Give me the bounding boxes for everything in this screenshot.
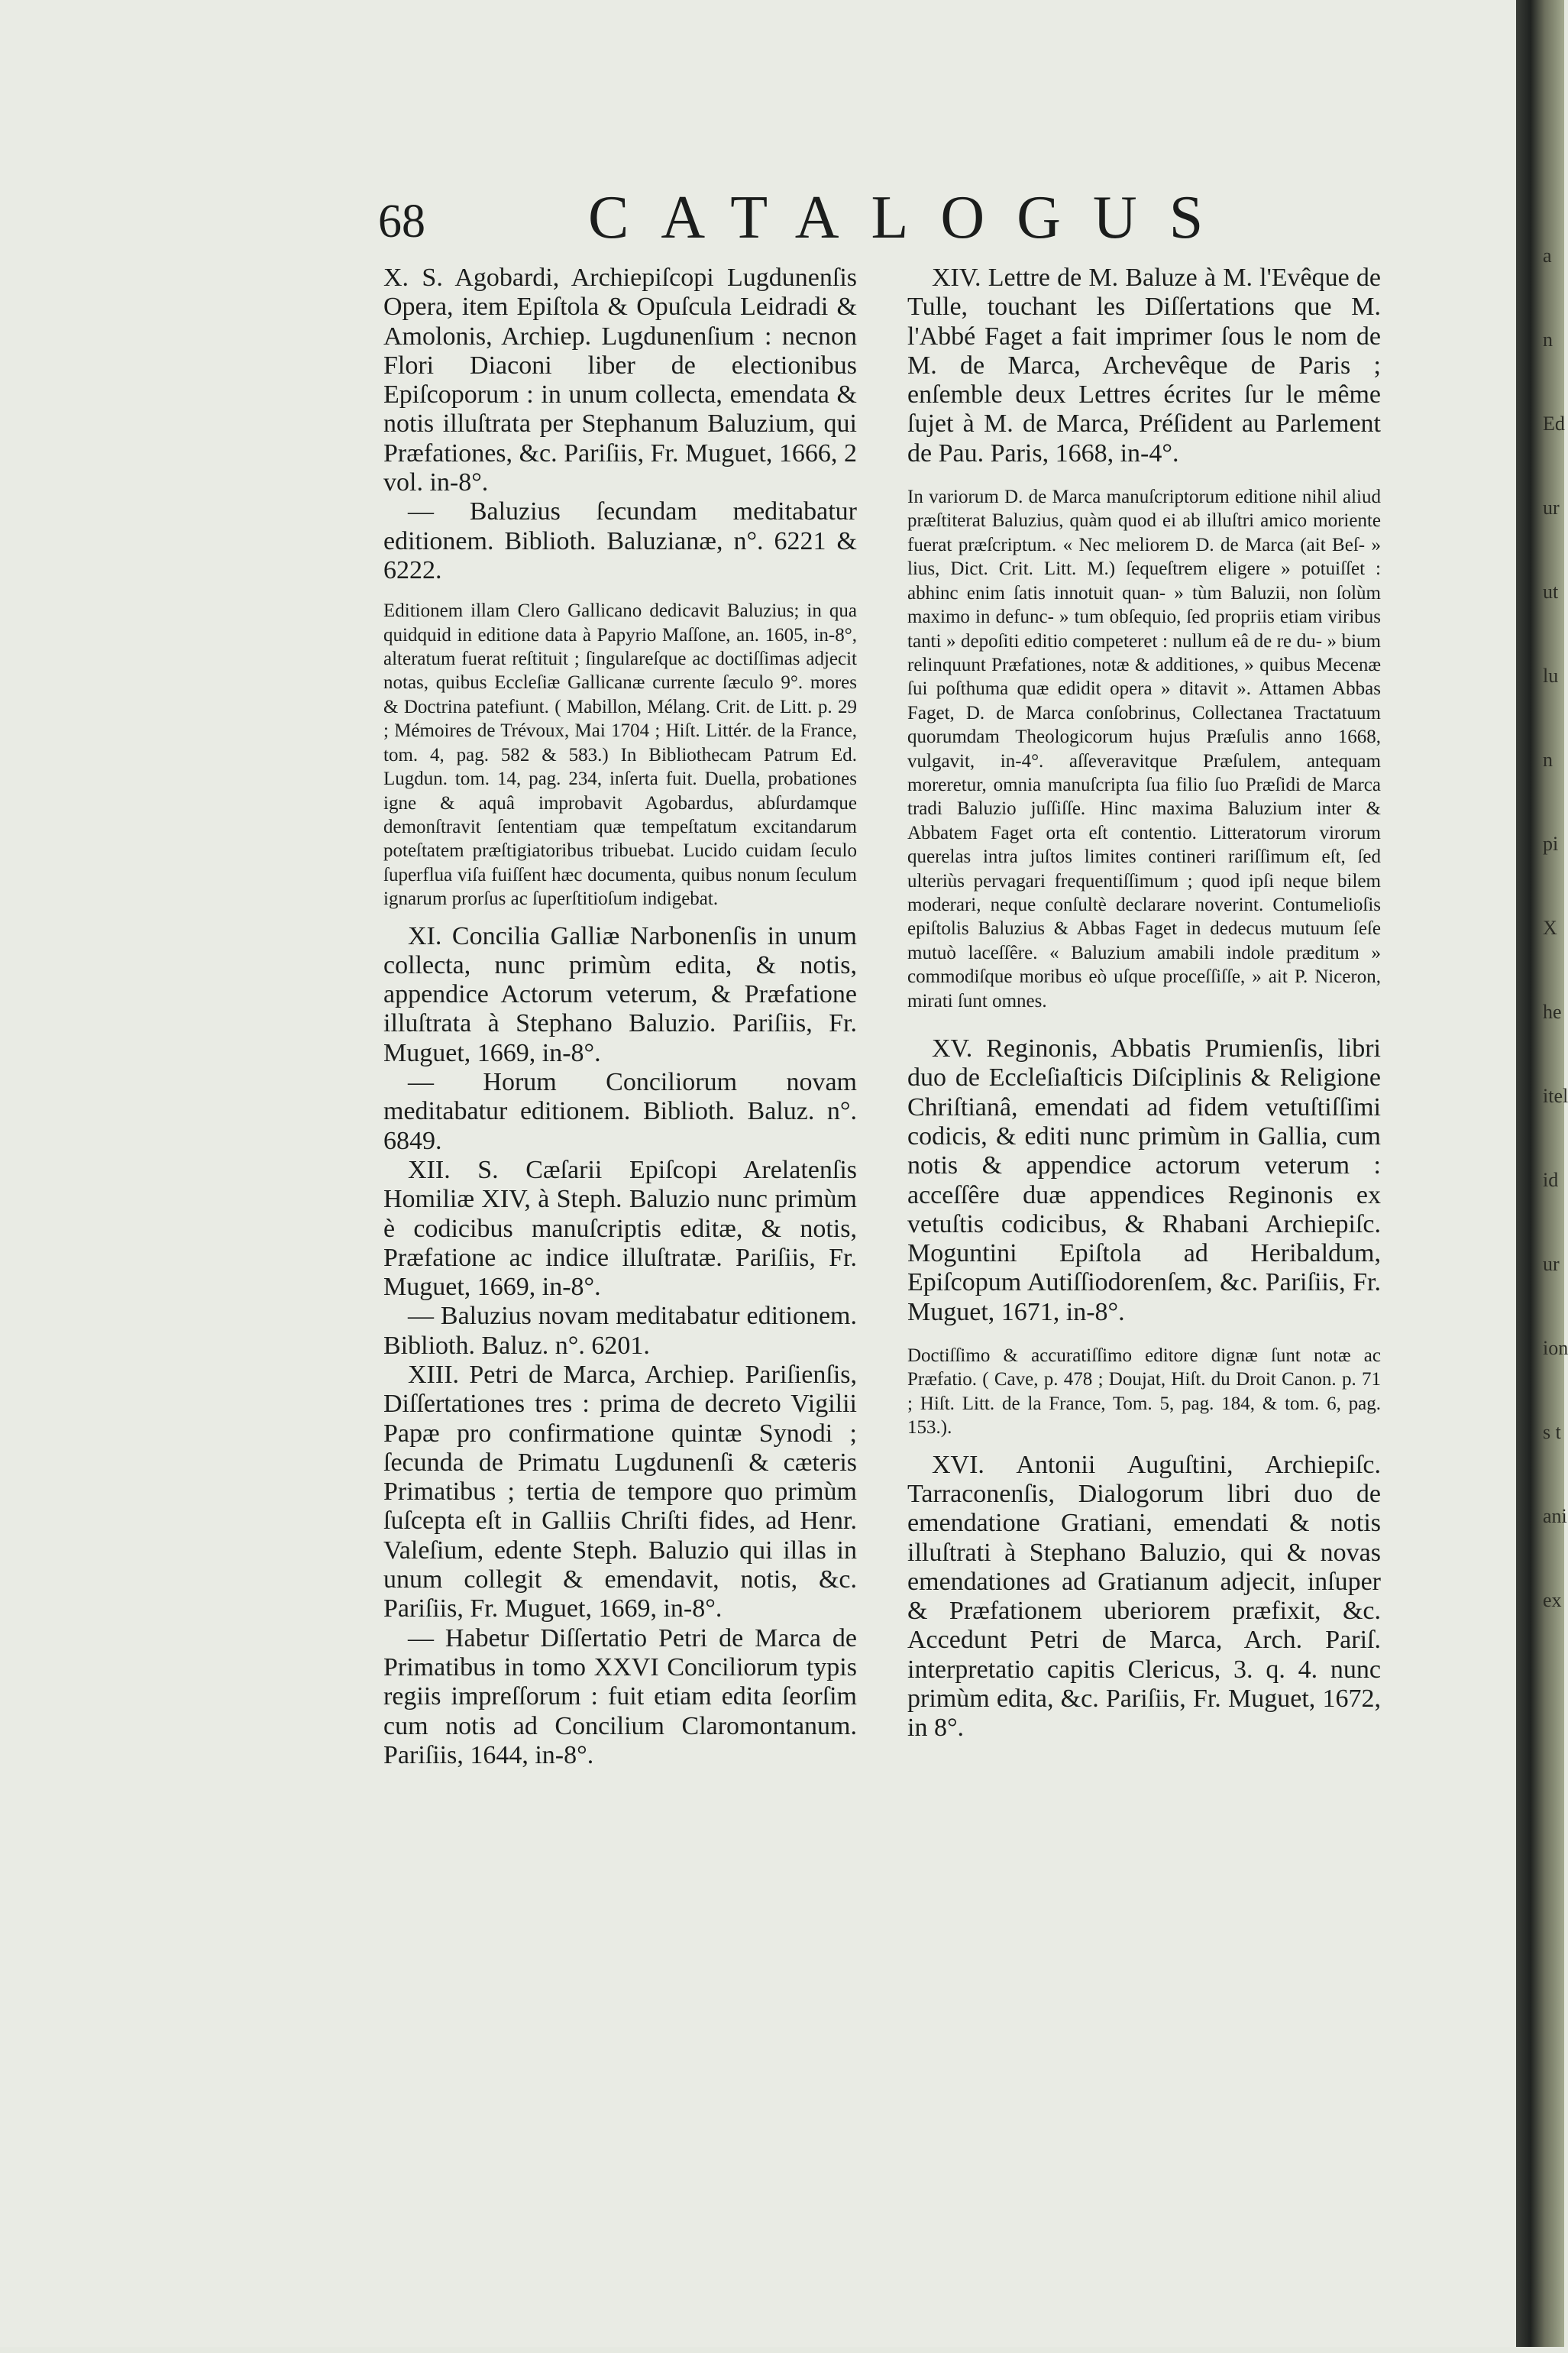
entry-note: Editionem illam Clero Gallicano dedicavit Baluzius; in qua quidquid in editione data à Papyrio Maſſone, an. 1605, in-8°, alteratum fuerat reſtituit ; ſingulareſque ac doctiſſimas adjecit notas, quibus Eccleſiæ Gallicanæ currente ſæculo 9°. mores & Doctrina patefiunt. ( Mabillon, Mélang. Crit. de Litt. p. 29 ; Mémoires de Trévoux, Mai 1704 ; Hiſt. Littér. de la France, tom. 4, pag. 582 & 583.) In Bibliothecam Patrum Ed. Lugdun. tom. 14, pag. 234, inſerta fuit. Duella, probationes igne & aquâ improbavit Agobardus, abſurdamque demonſtravit ſententiam quæ tempeſtatum excitandarum poteſtatem præſtigiatoribus tribuebat. Lucido cuidam ſeculo ſuperflua viſa fuiſſent hæc documenta, quibus nonum ſeculum ignarum prorſus ac ſuperſtitioſum indigebat. (383, 600, 857, 910)
catalog-entry-xiii: XIII. Petri de Marca, Archiep. Pariſienſis, Diſſertationes tres : prima de decreto Vigilii Papæ pro confirmatione quintæ Synodi ; ſecunda de Primatu Lugdunenſi & cæteris Primatibus ; tertia de tempore quo primùm ſuſcepta eſt in Galliis Chriſti fides, ad Henr. Valeſium, edente Steph. Baluzio qui illas in unum collegit & emendavit, notis, &c. Pariſiis, Fr. Muguet, 1669, in-8°. (383, 1361, 857, 1623)
left-column (383, 264, 857, 1770)
catalog-entry-xv: XV. Reginonis, Abbatis Prumienſis, libri duo de Eccleſiaſticis Diſciplinis & Religione Chriſtianâ, emendati ad fidem vetuſtiſſimi codicis, & editi nunc primùm in Gallia, cum notis & appendice actorum veterum : acceſſêre duæ appendices Reginonis ex vetuſtis codicibus, & Rhabani Archiepiſc. Moguntini Epiſtola ad Heribaldum, Epiſcopum Autiſſiodorenſem, &c. Pariſiis, Fr. Muguet, 1671, in-8°. (907, 1034, 1381, 1326)
page-number: 68 (378, 196, 425, 248)
right-column (907, 264, 1381, 1743)
catalog-entry-xvi: XVI. Antonii Auguſtini, Archiepiſc. Tarraconenſis, Dialogorum libri duo de emendatione Gratiani, emendati & notis illuſtrati à Stephano Baluzio, qui & novas emendationes ad Gratianum adjecit, inſuper & Præfationem uberiorem præfixit, &c. Accedunt Petri de Marca, Arch. Pariſ. interpretatio capitis Clericus, 3. q. 4. nunc primùm edita, &c. Pariſiis, Fr. Muguet, 1672, in 8°. (907, 1450, 1381, 1743)
facing-page-fragments: a n Ed ur ut lu n pi X he itel id ur ion s t ani ex (1543, 244, 1568, 1611)
entry-remark: — Habetur Diſſertatio Petri de Marca de Primatibus in tomo XXVI Conciliorum typis regiis impreſſorum : fuit etiam edita ſeorſim cum notis ad Concilium Claromontanum. Pariſiis, 1644, in-8°. (383, 1623, 857, 1769)
entry-note: Doctiſſimo & accuratiſſimo editore dignæ ſunt notæ ac Præfatio. ( Cave, p. 478 ; Doujat, Hiſt. du Droit Canon. p. 71 ; Hiſt. Litt. de la France, Tom. 5, pag. 184, & tom. 6, pag. 153.). (907, 1345, 1381, 1439)
catalog-entry-x: X. S. Agobardi, Archiepiſcopi Lugdunenſis Opera, item Epiſtola & Opuſcula Leidradi & Amolonis, Archiep. Lugdunenſium : necnon Flori Diaconi liber de electionibus Epiſcoporum : in unum collecta, emendata & notis illuſtrata per Stephanum Baluzium, qui Præfationes, &c. Pariſiis, Fr. Muguet, 1666, 2 vol. in-8°. (383, 264, 857, 497)
entry-remark: — Baluzius ſecundam meditabatur editionem. Biblioth. Baluzianæ, n°. 6221 & 6222. (383, 497, 857, 584)
catalog-entry-xii: XII. S. Cæſarii Epiſcopi Arelatenſis Homiliæ XIV, à Steph. Baluzio nunc primùm è codicibus manuſcriptis editæ, & notis, Præfatione ac indice illuſtratæ. Pariſiis, Fr. Muguet, 1669, in-8°. (383, 1155, 857, 1302)
catalog-entry-xi: XI. Concilia Galliæ Narbonenſis in unum collecta, nunc primùm edita, & notis, appendice Actorum veterum, & Præfatione illuſtrata à Stephano Baluzio. Pariſiis, Fr. Muguet, 1669, in-8°. (383, 921, 857, 1067)
entry-remark: — Baluzius novam meditabatur editionem. Biblioth. Baluz. n°. 6201. (383, 1302, 857, 1360)
entry-note: In variorum D. de Marca manuſcriptorum editione nihil aliud præſtiterat Baluzius, quàm quod ei ab illuſtri amico moriente fuerat præſcriptum. « Nec meliorem D. de Marca (ait Beſ- » lius, Dict. Crit. Litt. M.) ſequeſtrem eligere » potuiſſet : abhinc enim ſatis innotuit quan- » tùm Baluzii, non ſolùm maximo in defunc- » tum obſequio, ſed propriis etiam viribus tanti » depoſiti editio competeret : nullum eâ de re du- » bium relinquunt Præfationes, notæ & additiones, » quibus Mecenæ ſui poſthuma quæ edidit opera » ditavit ». Attamen Abbas Faget, D. de Marca conſobrinus, Collectanea Tractatuum quorumdam Theologicorum hujus Præſulis anno 1668, vulgavit, in-4°. aſſeveravitque Præſulem, antequam moreretur, omnia manuſcripta ſua filio ſuo Præſidi de Marca tradi Baluzio juſſiſſe. Hinc maxima Baluzium inter & Abbatem Faget orta eſt contentio. Litteratorum virorum querelas intra juſtos limites contineri rariſſimum eſt, ſed ulteriùs pervagari frequentiſſimum ; quod ipſi neque bilem moderari, neque conſultè declarare noverint. Contumelioſis epiſtolis Baluzius & Abbas Faget in dedecus mutuum ſeſe mutuò laceſſêre. « Baluzium amabili indole præditum » commodiſque moribus eò uſque proceſſiſſe, » ait P. Niceron, mirati ſunt omnes. (907, 487, 1381, 1011)
entry-remark: — Horum Conciliorum novam meditabatur editionem. Biblioth. Baluz. n°. 6849. (383, 1068, 857, 1155)
running-title: CATALOGUS (588, 184, 1236, 251)
catalog-entry-xiv: XIV. Lettre de M. Baluze à M. l'Evêque de Tulle, touchant les Diſſertations que M. l'Abbé Faget a fait imprimer ſous le nom de M. de Marca, Archevêque de Paris ; enſemble deux Lettres écrites ſur le même ſujet à M. de Marca, Préſident au Parlement de Pau. Paris, 1668, in-4°. (907, 264, 1381, 468)
